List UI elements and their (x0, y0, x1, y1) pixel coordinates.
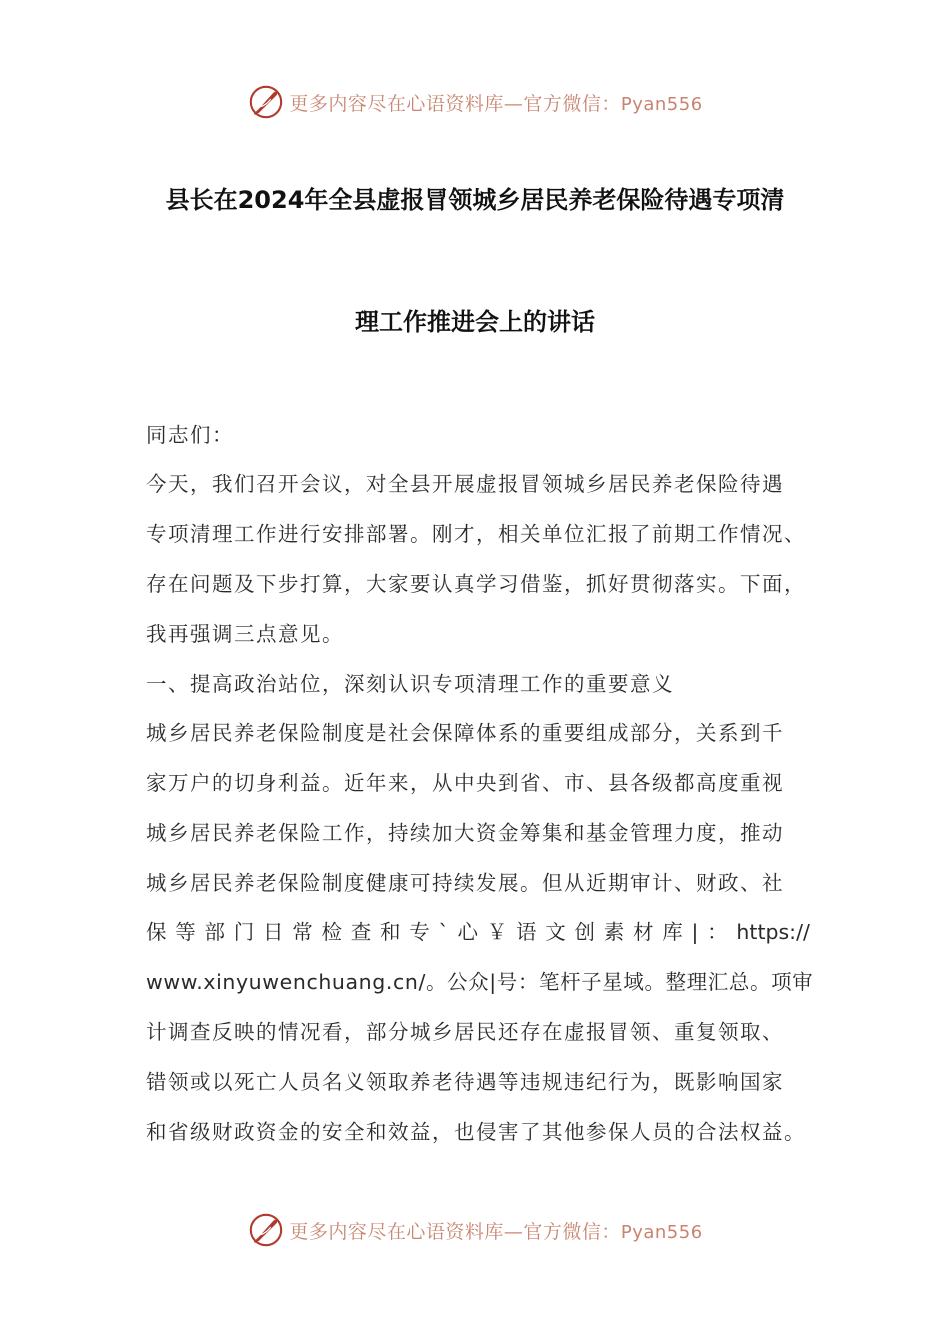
spread-glyph: ： (707, 920, 728, 944)
spread-glyph: 库 (662, 920, 683, 944)
body-line: 计调查反映的情况看，部分城乡居民还存在虚报冒领、重复领取、 (146, 1020, 784, 1044)
spread-glyph: 日 (263, 920, 284, 944)
spread-glyph: 和 (380, 920, 401, 944)
spread-glyph: 等 (175, 920, 196, 944)
spread-glyph: 保 (146, 920, 167, 944)
spread-glyph: | (691, 920, 699, 944)
spread-glyph: 心 (457, 920, 478, 944)
spread-glyph: ` (438, 920, 449, 944)
body-line: 和省级财政资金的安全和效益，也侵害了其他参保人员的合法权益。 (146, 1120, 806, 1144)
header-wechat-id: Pyan556 (620, 93, 703, 115)
spread-glyph: 材 (633, 920, 654, 944)
header-banner-text: 更多内容尽在心语资料库—官方微信：Pyan556 (289, 92, 703, 115)
footer-wechat-id: Pyan556 (620, 1221, 703, 1243)
body-line-url: www.xinyuwenchuang.cn/。公众|号：笔杆子星域。整理汇总。项审 (146, 970, 814, 994)
body-line: 家万户的切身利益。近年来，从中央到省、市、县各级都高度重视 (146, 771, 784, 795)
spread-glyph: 检 (321, 920, 342, 944)
body-line: 专项清理工作进行安排部署。刚才，相关单位汇报了前期工作情况、 (146, 522, 806, 546)
spread-glyph: 语 (516, 920, 537, 944)
quill-logo-icon (247, 83, 285, 121)
body-line: 城乡居民养老保险制度是社会保障体系的重要组成部分，关系到千 (146, 721, 784, 745)
body-line: 错领或以死亡人员名义领取养老待遇等违规违纪行为，既影响国家 (146, 1070, 784, 1094)
quill-logo-icon (247, 1211, 285, 1249)
body-line: 今天，我们召开会议，对全县开展虚报冒领城乡居民养老保险待遇 (146, 472, 784, 496)
spread-glyph: https:// (736, 920, 810, 944)
body-line: 城乡居民养老保险工作，持续加大资金筹集和基金管理力度，推动 (146, 821, 784, 845)
spread-glyph: 素 (603, 920, 625, 944)
document-title-line-2: 理工作推进会上的讲话 (355, 308, 595, 336)
spread-glyph: 查 (350, 920, 372, 944)
spread-glyph: 文 (545, 920, 566, 944)
footer-banner (0, 1208, 950, 1252)
body-line: 存在问题及下步打算，大家要认真学习借鉴，抓好贯彻落实。下面， (146, 572, 806, 596)
spread-glyph: 部 (204, 920, 225, 944)
spread-glyph: 专 (409, 920, 430, 944)
salutation: 同志们： (146, 423, 234, 447)
spread-glyph: 常 (292, 920, 313, 944)
spread-glyph: 创 (574, 920, 595, 944)
body-line: 城乡居民养老保险制度健康可持续发展。但从近期审计、财政、社 (146, 871, 784, 895)
body-line: 我再强调三点意见。 (146, 622, 344, 646)
section-heading: 一、提高政治站位，深刻认识专项清理工作的重要意义 (146, 672, 674, 696)
body-line-spread (146, 918, 810, 946)
header-banner (0, 80, 950, 124)
spread-glyph: ￥ (486, 920, 508, 944)
document-title-line-1: 县长在2024年全县虚报冒领城乡居民养老保险待遇专项清 (165, 186, 785, 214)
spread-glyph: 门 (233, 920, 255, 944)
footer-banner-text: 更多内容尽在心语资料库—官方微信：Pyan556 (289, 1220, 703, 1243)
